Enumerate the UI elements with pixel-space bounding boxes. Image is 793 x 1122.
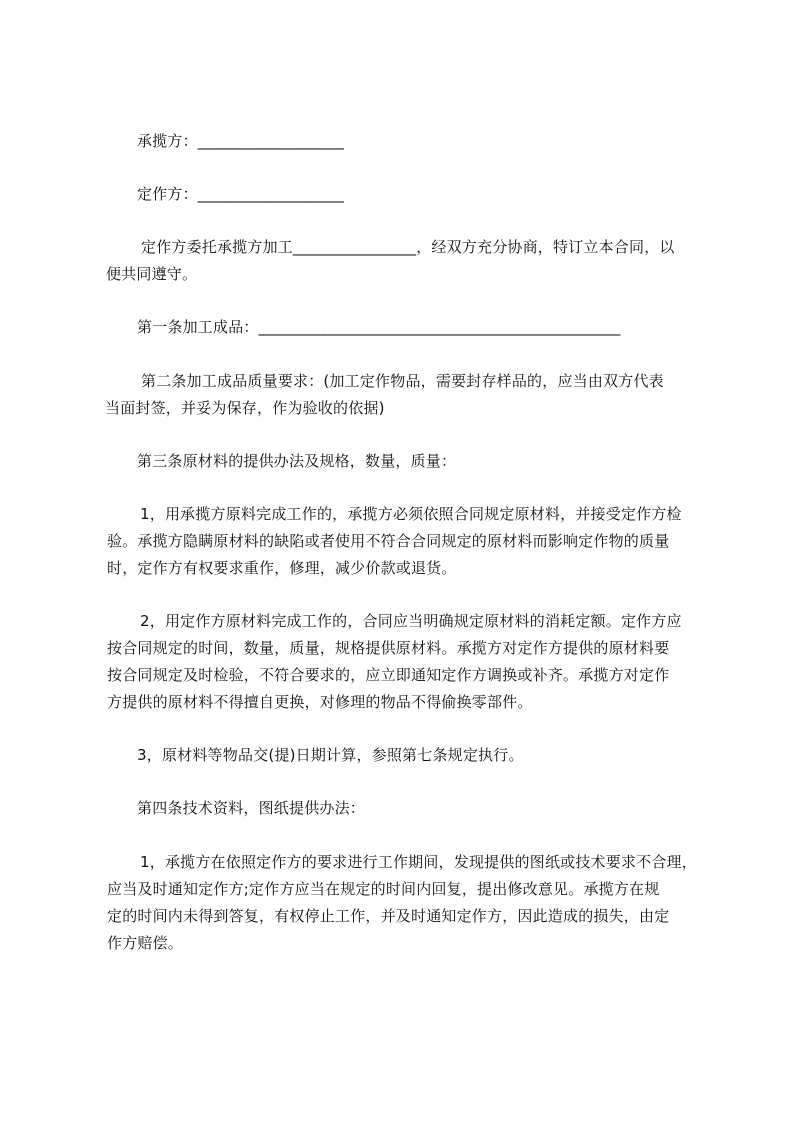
article-3-item-1-line-3: 时，定作方有权要求重作，修理，减少价款或退货。 xyxy=(107,559,457,577)
article-3-item-2-line-3: 按合同规定及时检验，不符合要求的，应立即通知定作方调换或补齐。承揽方对定作 xyxy=(107,666,670,684)
contractor-label: 承揽方：___________________ xyxy=(137,132,345,150)
article-3-item-2-line-2: 按合同规定的时间，数量，质量，规格提供原材料。承揽方对定作方提供的原材料要 xyxy=(107,639,670,657)
intro-line-1: 定作方委托承揽方加工________________，经双方充分协商，特订立本合同，以 xyxy=(141,238,675,256)
orderer-label: 定作方：___________________ xyxy=(137,185,345,203)
article-3-item-3: 3，原材料等物品交(提)日期计算，参照第七条规定执行。 xyxy=(137,746,524,764)
article-3-item-2-line-4: 方提供的原材料不得擅自更换，对修理的物品不得偷换零部件。 xyxy=(107,693,533,711)
intro-line-2: 便共同遵守。 xyxy=(106,265,198,283)
article-4-item-1-line-2: 应当及时通知定作方;定作方应当在规定的时间内回复，提出修改意见。承揽方在规 xyxy=(107,880,660,898)
article-3-item-2-line-1: 2，用定作方原材料完成工作的，合同应当明确规定原材料的消耗定额。定作方应 xyxy=(140,612,682,630)
article-1: 第一条加工成品：_______________________________________________ xyxy=(137,318,621,336)
article-3-item-1-line-1: 1，用承揽方原料完成工作的，承揽方必须依照合同规定原材料，并接受定作方检 xyxy=(140,505,682,523)
article-4-item-1-line-1: 1，承揽方在依照定作方的要求进行工作期间，发现提供的图纸或技术要求不合理， xyxy=(140,853,697,871)
article-2-line-2: 当面封签，并妥为保存，作为验收的依据) xyxy=(105,399,385,417)
article-2-line-1: 第二条加工成品质量要求：(加工定作物品，需要封存样品的，应当由双方代表 xyxy=(141,372,664,390)
article-4-heading: 第四条技术资料，图纸提供办法： xyxy=(137,799,366,817)
article-4-item-1-line-3: 定的时间内未得到答复，有权停止工作，并及时通知定作方，因此造成的损失，由定 xyxy=(107,907,670,925)
article-3-heading: 第三条原材料的提供办法及规格，数量，质量： xyxy=(137,452,457,470)
article-4-item-1-line-4: 作方赔偿。 xyxy=(107,934,184,952)
article-3-item-1-line-2: 验。承揽方隐瞒原材料的缺陷或者使用不符合合同规定的原材料而影响定作物的质量 xyxy=(107,532,670,550)
